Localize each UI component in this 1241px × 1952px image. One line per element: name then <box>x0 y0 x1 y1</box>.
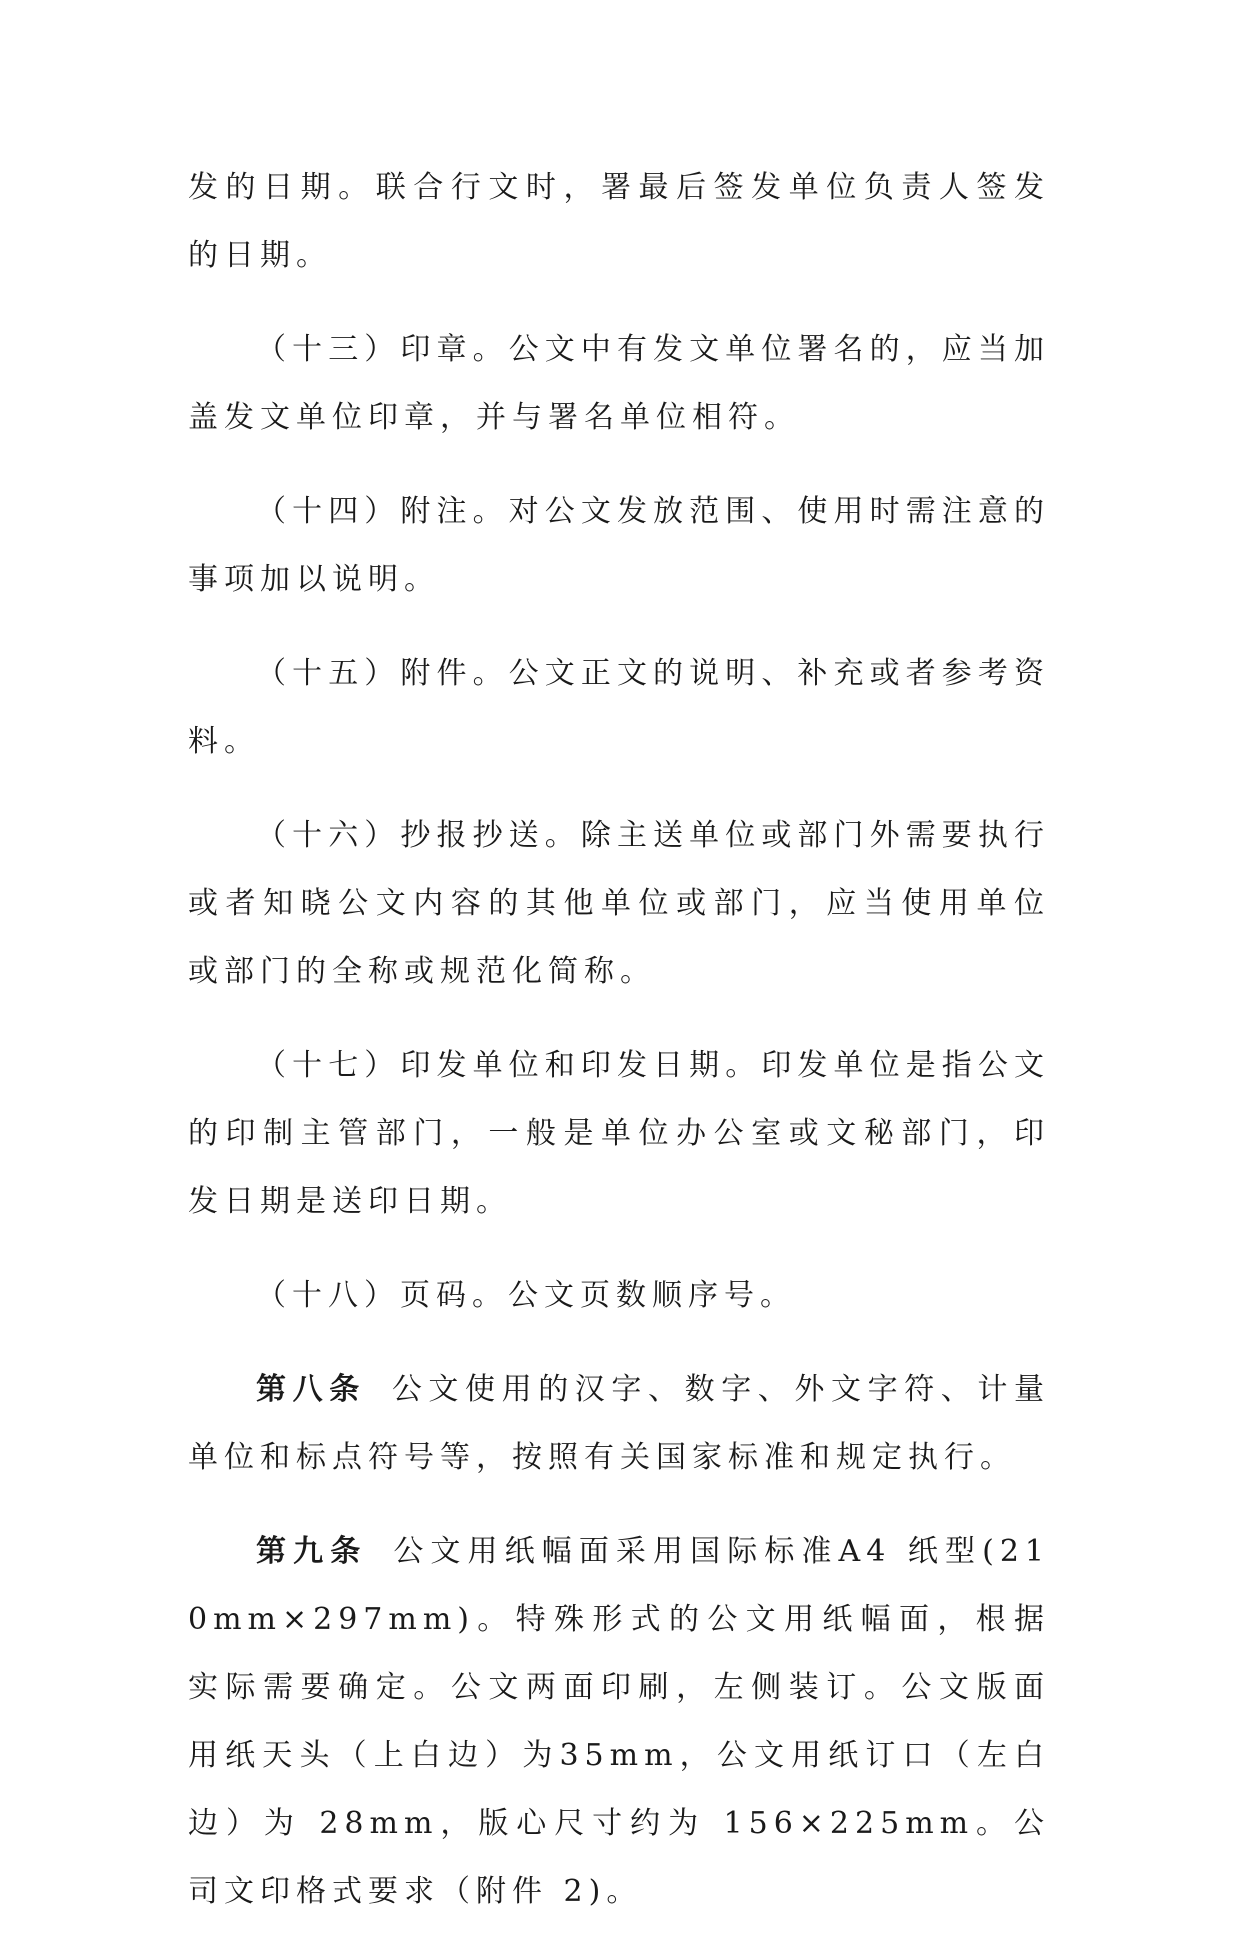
paragraph-item-17: （十七）印发单位和印发日期。印发单位是指公文的印制主管部门，一般是单位办公室或文秘部门，印发日期是送印日期。 <box>188 1048 1050 1219</box>
paragraph-item-16: （十六）抄报抄送。除主送单位或部门外需要执行或者知晓公文内容的其他单位或部门，应当使用单位或部门的全称或规范化简称。 <box>188 818 1050 989</box>
paragraph-item-18: （十八）页码。公文页数顺序号。 <box>256 1278 796 1313</box>
article-8-heading: 第八条 <box>256 1372 366 1407</box>
article-9 <box>188 1518 1050 1926</box>
article-9-text: 公文用纸幅面采用国际标准A4 纸型(210mm×297mm)。特殊形式的公文用纸幅面，根据实际需要确定。公文两面印刷，左侧装订。公文版面用纸天头（上白边）为35mm，公文用纸订口（左白边）为 28mm，版心尺寸约为 156×225mm。公司文印格式要求（附件 2)。 <box>188 1534 1051 1909</box>
paragraph-item-14: （十四）附注。对公文发放范围、使用时需注意的事项加以说明。 <box>188 494 1050 597</box>
article-8-text: 公文使用的汉字、数字、外文字符、计量单位和标点符号等，按照有关国家标准和规定执行。 <box>188 1372 1051 1475</box>
document-body <box>188 154 1050 1952</box>
paragraph-item-13: （十三）印章。公文中有发文单位署名的，应当加盖发文单位印章，并与署名单位相符。 <box>188 332 1050 435</box>
article-9-heading: 第九条 <box>256 1534 368 1569</box>
paragraph-continuation: 发的日期。联合行文时，署最后签发单位负责人签发的日期。 <box>188 170 1050 273</box>
article-8 <box>188 1356 1050 1492</box>
paragraph-item-15: （十五）附件。公文正文的说明、补充或者参考资料。 <box>188 656 1050 759</box>
